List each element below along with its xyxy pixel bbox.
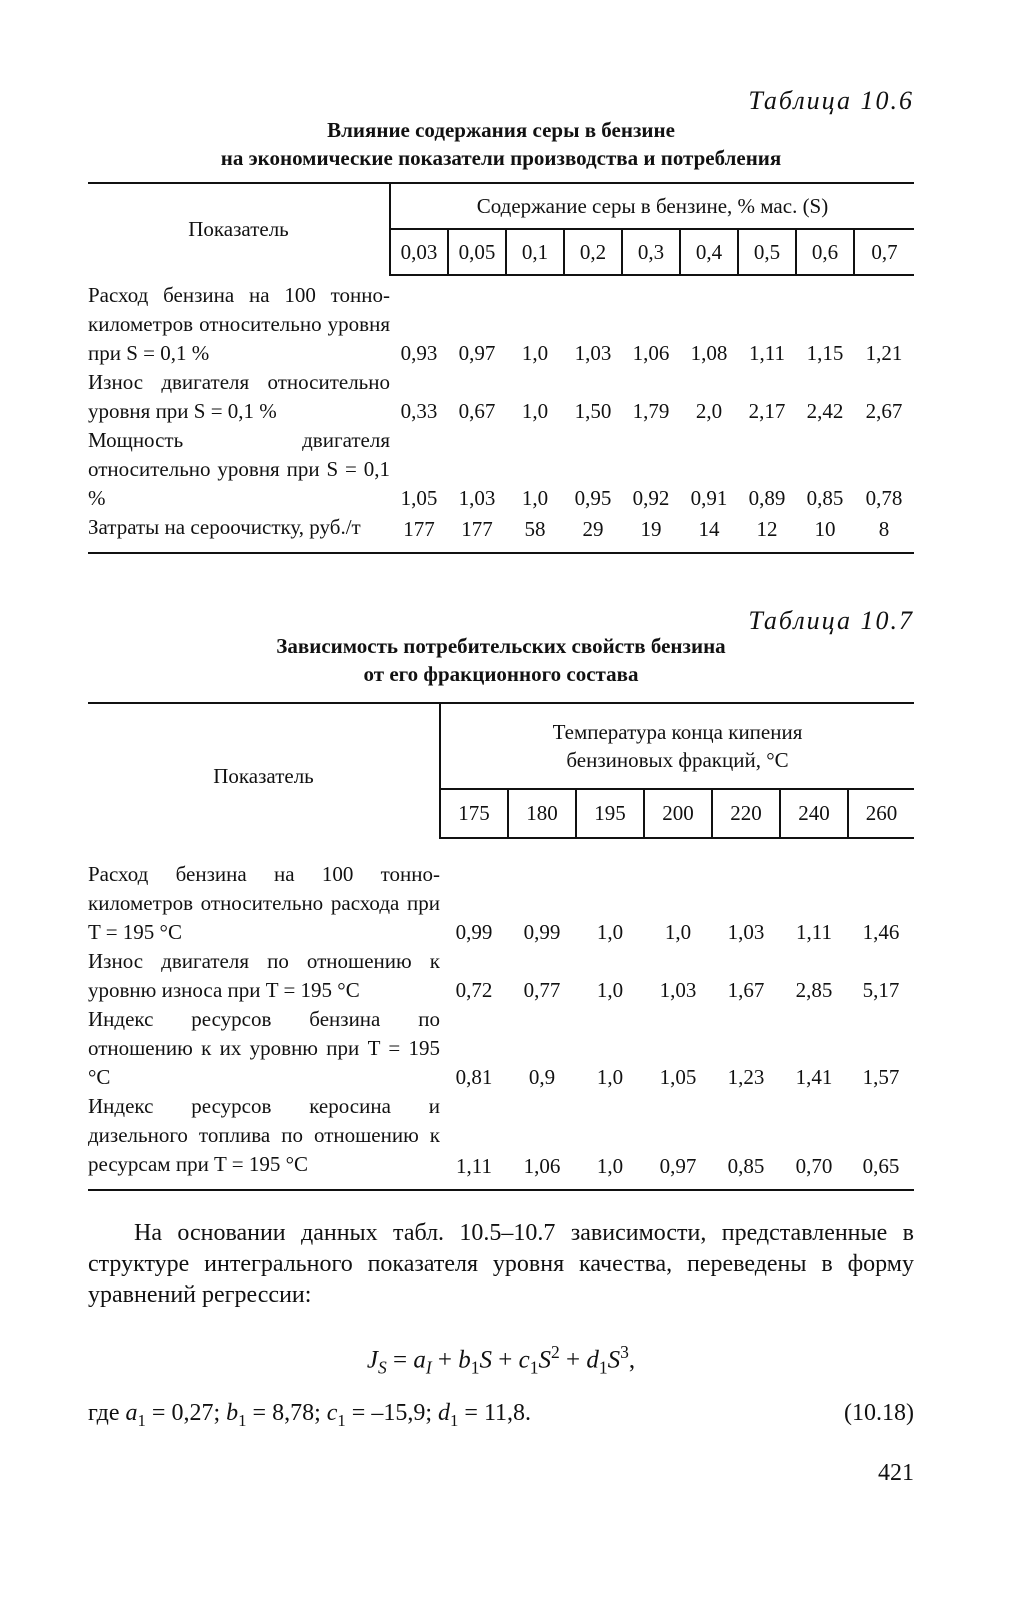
table2-cell: 1,57 (862, 1065, 900, 1089)
table2-indicator-header: Показатель (88, 703, 440, 838)
table-row (88, 1092, 914, 1190)
table2-row-label: Расход бензина на 100 тонно-километров относительно расхода при T = 195 °С (88, 862, 440, 944)
regression-formula: $J_S = a_I + b_1S + c_1S^2 + d_1S^3$, (366, 1342, 636, 1378)
table1-title-line1: Влияние содержания серы в бензине (327, 118, 675, 142)
table2-column-header: 175 (440, 789, 508, 838)
table1-column-header: 0,4 (680, 229, 738, 275)
table1-cell: 8 (878, 517, 890, 541)
table2-cell: 1,03 (659, 978, 697, 1002)
table1-row-label: Затраты на сероочистку, руб./т (88, 515, 361, 539)
table1-column-header: 0,2 (564, 229, 622, 275)
table1-cell: 0,33 (400, 399, 438, 423)
table1-title (88, 116, 914, 172)
table2-column-header: 260 (848, 789, 914, 838)
table-row (88, 275, 914, 368)
table2-cell: 0,97 (659, 1154, 697, 1178)
table2-cell: 1,0 (664, 920, 692, 944)
table1-cell: 0,95 (574, 486, 612, 510)
formula-lhs-sub: S (377, 1357, 387, 1378)
table1-title-line2: на экономические показатели производства и потребления (220, 146, 782, 170)
table1 (88, 182, 914, 554)
table2-cell: 1,46 (862, 920, 900, 944)
table2-cell: 1,0 (596, 1154, 624, 1178)
page-number: 421 (878, 1460, 914, 1486)
table2-cell: 1,41 (795, 1065, 833, 1089)
table2-column-header: 180 (508, 789, 576, 838)
table1-cell: 58 (524, 517, 546, 541)
table1-cell: 0,89 (748, 486, 786, 510)
table1-cell: 1,0 (521, 486, 549, 510)
formula-c-pow: 2 (551, 1342, 560, 1362)
table1-column-header: 0,03 (390, 229, 448, 275)
table1-cell: 1,11 (749, 341, 785, 365)
formula-a: a (413, 1346, 426, 1374)
table-row (88, 513, 914, 553)
table1-cell: 2,42 (806, 399, 844, 423)
formula-c: c (518, 1346, 530, 1374)
table2-column-header: 240 (780, 789, 848, 838)
table1-cell: 1,03 (574, 341, 612, 365)
table2-cell: 0,77 (523, 978, 561, 1002)
table1-cell: 1,0 (521, 399, 549, 423)
table-row (88, 947, 914, 1005)
table2-column-header: 195 (576, 789, 644, 838)
table1-cell: 2,67 (865, 399, 903, 423)
table1-column-header: 0,05 (448, 229, 506, 275)
table1-cell: 29 (582, 517, 604, 541)
table1-cell: 10 (814, 517, 836, 541)
table2-cell: 0,72 (455, 978, 493, 1002)
coef-d1: 11,8 (483, 1400, 526, 1426)
table2-cell: 0,85 (727, 1154, 765, 1178)
table1-column-header: 0,1 (506, 229, 564, 275)
table1-cell: 0,78 (865, 486, 903, 510)
formula-d: d (586, 1346, 599, 1374)
table1-cell: 0,67 (458, 399, 496, 423)
formula-b: b (458, 1346, 471, 1374)
table1-cell: 1,06 (632, 341, 670, 365)
table2-title-line1: Зависимость потребительских свойств бензина (276, 634, 726, 658)
formula-c-sub: 1 (529, 1357, 539, 1378)
table1-column-header: 0,6 (796, 229, 854, 275)
table2-number: Таблица 10.7 (748, 606, 914, 635)
table2-cell: 0,70 (795, 1154, 833, 1178)
table2-cell: 0,65 (862, 1154, 900, 1178)
table-row (88, 1005, 914, 1092)
formula-var-1: S (479, 1346, 493, 1374)
table2-cell: 1,06 (523, 1154, 561, 1178)
coef-c1: –15,9 (371, 1400, 426, 1426)
coef-a1: 0,27 (171, 1400, 214, 1426)
table1-cell: 177 (403, 517, 435, 541)
table1-cell: 0,85 (806, 486, 844, 510)
table2-cell: 1,23 (727, 1065, 765, 1089)
table1-cell: 177 (461, 517, 493, 541)
table2-cell: 0,99 (455, 920, 493, 944)
table1-cell: 1,15 (806, 341, 844, 365)
table2-cell: 1,67 (727, 978, 765, 1002)
table2-title-line2: от его фракционного состава (363, 662, 639, 686)
table1-cell: 2,17 (748, 399, 786, 423)
table1-cell: 1,21 (865, 341, 903, 365)
table2-cell: 1,0 (596, 1065, 624, 1089)
table1-row-label: Мощность двигателя относительно уровня при S = 0,1 % (88, 428, 390, 510)
table2-cell: 1,03 (727, 920, 765, 944)
formula-var-3: S (607, 1346, 621, 1374)
table2-group-header (440, 703, 914, 789)
table2-column-header: 220 (712, 789, 780, 838)
table1-indicator-header: Показатель (88, 183, 390, 275)
formula-d-sub: 1 (598, 1357, 608, 1378)
table2-cell: 1,05 (659, 1065, 697, 1089)
table2-cell: 1,11 (456, 1154, 492, 1178)
table2-cell: 1,0 (596, 978, 624, 1002)
table2-cell: 1,0 (596, 920, 624, 944)
table1-group-header: Содержание серы в бензине, % мас. (S) (390, 183, 914, 229)
table1-cell: 1,50 (574, 399, 612, 423)
table1-row-label: Износ двигателя относительно уровня при S = 0,1 % (88, 370, 390, 423)
formula-lhs: J (366, 1346, 378, 1374)
table1-column-header: 0,5 (738, 229, 796, 275)
table1-number: Таблица 10.6 (748, 86, 914, 115)
table1-cell: 1,79 (632, 399, 670, 423)
table-row (88, 838, 914, 947)
table2-cell: 1,11 (796, 920, 832, 944)
table1-cell: 19 (640, 517, 662, 541)
table2-title (88, 632, 914, 688)
table2-group-header-line1: Температура конца кипения (552, 719, 803, 744)
table2-cell: 0,9 (528, 1065, 556, 1089)
formula-a-sub: I (425, 1357, 432, 1378)
table-row (88, 368, 914, 426)
table2-row-label: Индекс ресурсов бензина по отношению к их уровню при T = 195 °С (88, 1007, 440, 1089)
table1-cell: 2,0 (695, 399, 723, 423)
formula-d-pow: 3 (620, 1342, 629, 1362)
table1-cell: 1,0 (521, 341, 549, 365)
table1-cell: 1,03 (458, 486, 496, 510)
table2-row-label: Износ двигателя по отношению к уровню износа при T = 195 °С (88, 949, 440, 1002)
table1-cell: 0,93 (400, 341, 438, 365)
table2-column-header: 200 (644, 789, 712, 838)
table2-cell: 0,81 (455, 1065, 493, 1089)
table2-group-header-line2: бензиновых фракций, °С (566, 747, 789, 772)
table1-column-header: 0,7 (854, 229, 914, 275)
table2-cell: 5,17 (862, 978, 900, 1002)
table1-cell: 12 (756, 517, 778, 541)
table1-cell: 0,91 (690, 486, 728, 510)
table1-cell: 1,08 (690, 341, 728, 365)
table1-cell: 14 (698, 517, 720, 541)
coefficients-line: где $a_1 = 0,27$; $b_1 = 8,78$; $c_1 = -15,9$; $d_1 = 11,8$. (88, 1400, 532, 1430)
body-paragraph: На основании данных табл. 10.5–10.7 зависимости, представленные в структуре интегрального показателя уровня качества, переведены в форму уравнений регрессии: (88, 1220, 914, 1308)
equation-number: (10.18) (844, 1400, 914, 1426)
table2-cell: 2,85 (795, 978, 833, 1002)
table1-cell: 1,05 (400, 486, 438, 510)
table2-row-label: Индекс ресурсов керосина и дизельного топлива по отношению к ресурсам при T = 195 °С (88, 1094, 440, 1176)
table2 (88, 702, 914, 1191)
formula-b-sub: 1 (470, 1357, 480, 1378)
table1-cell: 0,97 (458, 341, 496, 365)
table-row (88, 426, 914, 513)
coefficients-prefix: где (88, 1400, 120, 1426)
table1-row-label: Расход бензина на 100 тонно-километров относительно уровня при S = 0,1 % (88, 283, 390, 365)
table2-cell: 0,99 (523, 920, 561, 944)
formula-var-2: S (538, 1346, 551, 1374)
table1-cell: 0,92 (632, 486, 670, 510)
coef-b1: 8,78 (272, 1400, 315, 1426)
table1-column-header: 0,3 (622, 229, 680, 275)
